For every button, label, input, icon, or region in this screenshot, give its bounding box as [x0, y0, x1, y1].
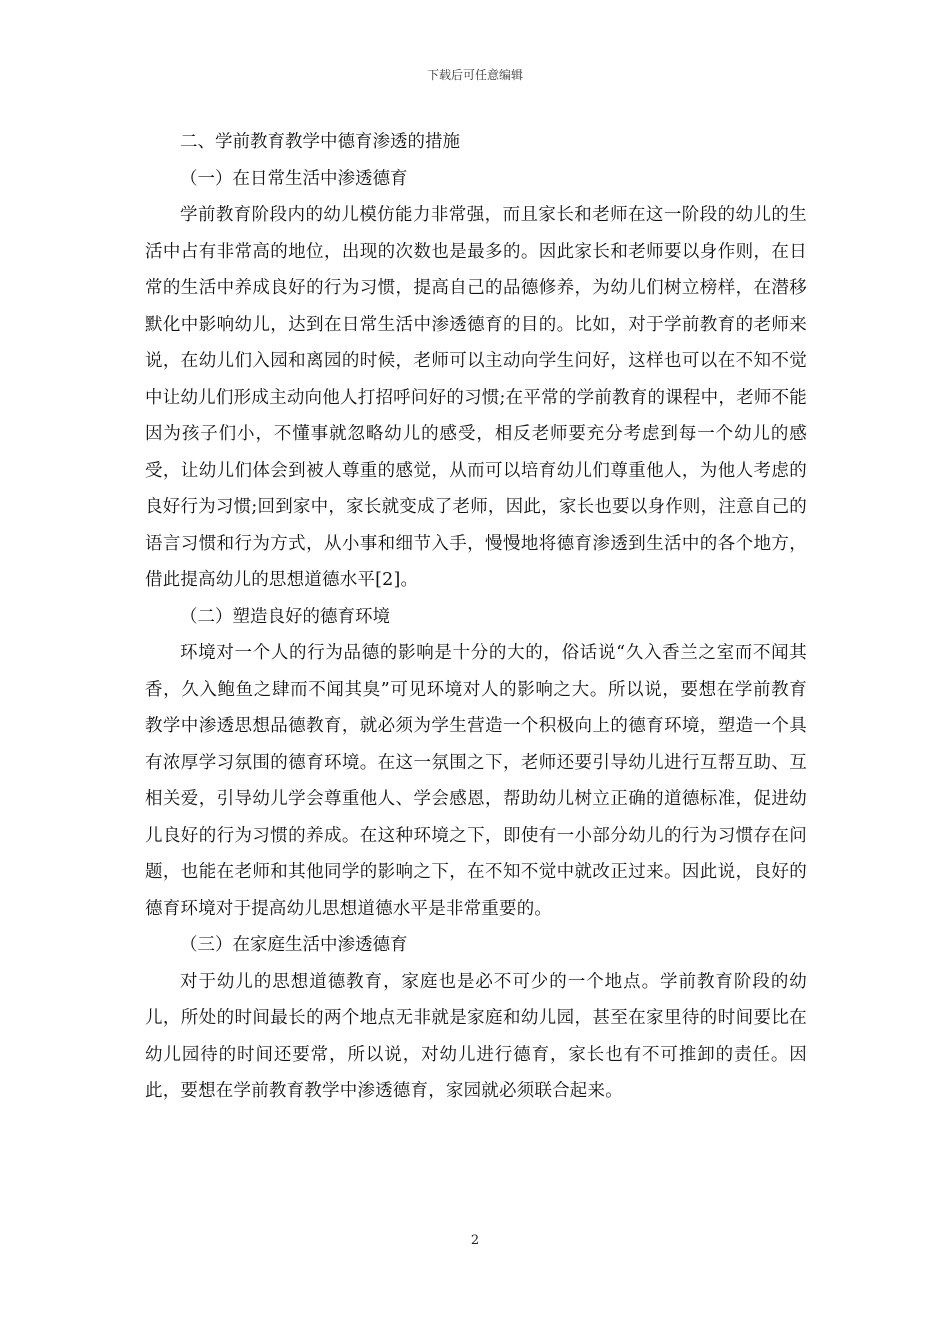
paragraph-3: 对于幼儿的思想道德教育，家庭也是必不可少的一个地点。学前教育阶段的幼儿，所处的时间最长的两个地点无非就是家庭和幼儿园，甚至在家里待的时间要比在幼儿园待的时间还要常，所以说，对幼儿进行德育，家长也有不可推卸的责任。因此，要想在学前教育教学中渗透德育，家园就必须联合起来。 [145, 971, 807, 1101]
subsection-title-3: （三）在家庭生活中渗透德育 [180, 935, 408, 955]
subsection-title-1: （一）在日常生活中渗透德育 [180, 168, 408, 189]
paragraph-2: 环境对一个人的行为品德的影响是十分的大的，俗话说“久入香兰之室而不闻其香，久入鲍鱼之肆而不闻其臭”可见环境对人的影响之大。所以说，要想在学前教育教学中渗透思想品德教育，就必须为学生营造一个积极向上的德育环境，塑造一个具有浓厚学习氛围的德育环境。在这一氛围之下，老师还要引导幼儿进行互帮互助、互相关爱，引导幼儿学会尊重他人、学会感恩，帮助幼儿树立正确的道德标准，促进幼儿良好的行为习惯的养成。在这种环境之下，即使有一小部分幼儿的行为习惯存在问题，也能在老师和其他同学的影响之下，在不知不觉中就改正过来。因此说，良好的德育环境对于提高幼儿思想道德水平是非常重要的。 [145, 643, 807, 919]
section-title: 二、学前教育教学中德育渗透的措施 [180, 132, 460, 152]
subsection-title-2: （二）塑造良好的德育环境 [180, 606, 390, 627]
document-body [145, 124, 807, 1110]
paragraph-1: 学前教育阶段内的幼儿模仿能力非常强，而且家长和老师在这一阶段的幼儿的生活中占有非常高的地位，出现的次数也是最多的。因此家长和老师要以身作则，在日常的生活中养成良好的行为习惯，提高自己的品德修养，为幼儿们树立榜样，在潜移默化中影响幼儿，达到在日常生活中渗透德育的目的。比如，对于学前教育的老师来说，在幼儿们入园和离园的时候，老师可以主动向学生问好，这样也可以在不知不觉中让幼儿们形成主动向他人打招呼问好的习惯;在平常的学前教育的课程中，老师不能因为孩子们小，不懂事就忽略幼儿的感受，相反老师要充分考虑到每一个幼儿的感受，让幼儿们体会到被人尊重的感觉，从而可以培育幼儿们尊重他人，为他人考虑的良好行为习惯;回到家中，家长就变成了老师，因此，家长也要以身作则，注意自己的语言习惯和行为方式，从小事和细节入手，慢慢地将德育渗透到生活中的各个地方，借此提高幼儿的思想道德水平[2]。 [145, 205, 807, 590]
page-number: 2 [470, 1233, 480, 1248]
page-header: 下载后可任意编辑 [426, 68, 523, 82]
